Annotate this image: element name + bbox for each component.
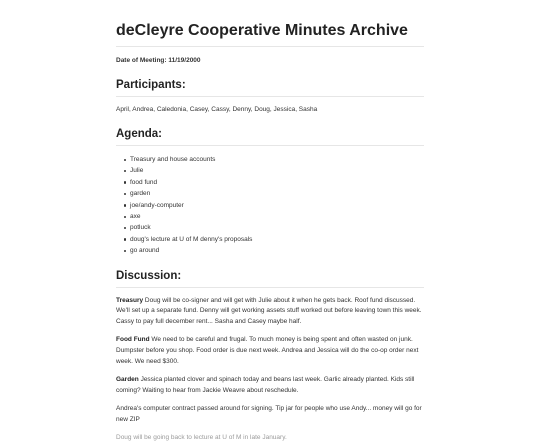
meeting-date: Date of Meeting: 11/19/2000 bbox=[116, 57, 201, 64]
paragraph-text: We need to be careful and frugal. To much money is being spent and often wasted on junk. Dumpster before you shop. Food order is due next week. Andrea and Jessica will do the co-op order next week. We need $300. bbox=[116, 336, 419, 365]
agenda-item: food fund bbox=[124, 177, 424, 188]
agenda-item: Julie bbox=[124, 165, 424, 176]
paragraph-text: Doug will be co-signer and will get with Julie about it when he gets back. Roof fund discussed. We'll set up a separate fund. Denny will get working assets stuff worked out before leaving town this week. Cassy to pay full december rent... Sasha and Casey maybe half. bbox=[116, 296, 422, 325]
discussion-paragraph bbox=[116, 433, 424, 443]
agenda-item: doug's lecture at U of M denny's proposals bbox=[124, 234, 424, 245]
discussion-paragraph bbox=[116, 375, 424, 396]
minutes-page bbox=[116, 0, 424, 443]
agenda-item: joe/andy-computer bbox=[124, 200, 424, 211]
agenda-item: go around bbox=[124, 245, 424, 256]
paragraph-text: Jessica planted clover and spinach today and beans last week. Garlic already planted. Kids still coming? Waiting to hear from Jackie Weavre about reschedule. bbox=[116, 376, 415, 394]
agenda-item: garden bbox=[124, 188, 424, 199]
participants-list: April, Andrea, Caledonia, Casey, Cassy, Denny, Doug, Jessica, Sasha bbox=[116, 106, 318, 113]
paragraph-label: Garden bbox=[116, 376, 139, 384]
paragraph-text: Doug will be going back to lecture at U of M in late January. bbox=[116, 433, 287, 441]
paragraph-text: Andrea's computer contract passed around for signing. Tip jar for people who use Andy... money will go for new ZIP bbox=[116, 405, 422, 423]
discussion-paragraph bbox=[116, 335, 424, 367]
agenda-item: potluck bbox=[124, 222, 424, 233]
discussion-paragraph bbox=[116, 296, 424, 328]
discussion-heading: Discussion: bbox=[116, 269, 424, 288]
paragraph-label: Treasury bbox=[116, 296, 144, 304]
page-title: deCleyre Cooperative Minutes Archive bbox=[116, 21, 424, 47]
paragraph-label: Food Fund bbox=[116, 336, 150, 344]
agenda-item: axe bbox=[124, 211, 424, 222]
agenda-list bbox=[116, 154, 424, 257]
agenda-item: Treasury and house accounts bbox=[124, 154, 424, 165]
participants-heading: Participants: bbox=[116, 78, 424, 97]
discussion-paragraph bbox=[116, 404, 424, 425]
agenda-heading: Agenda: bbox=[116, 127, 424, 146]
